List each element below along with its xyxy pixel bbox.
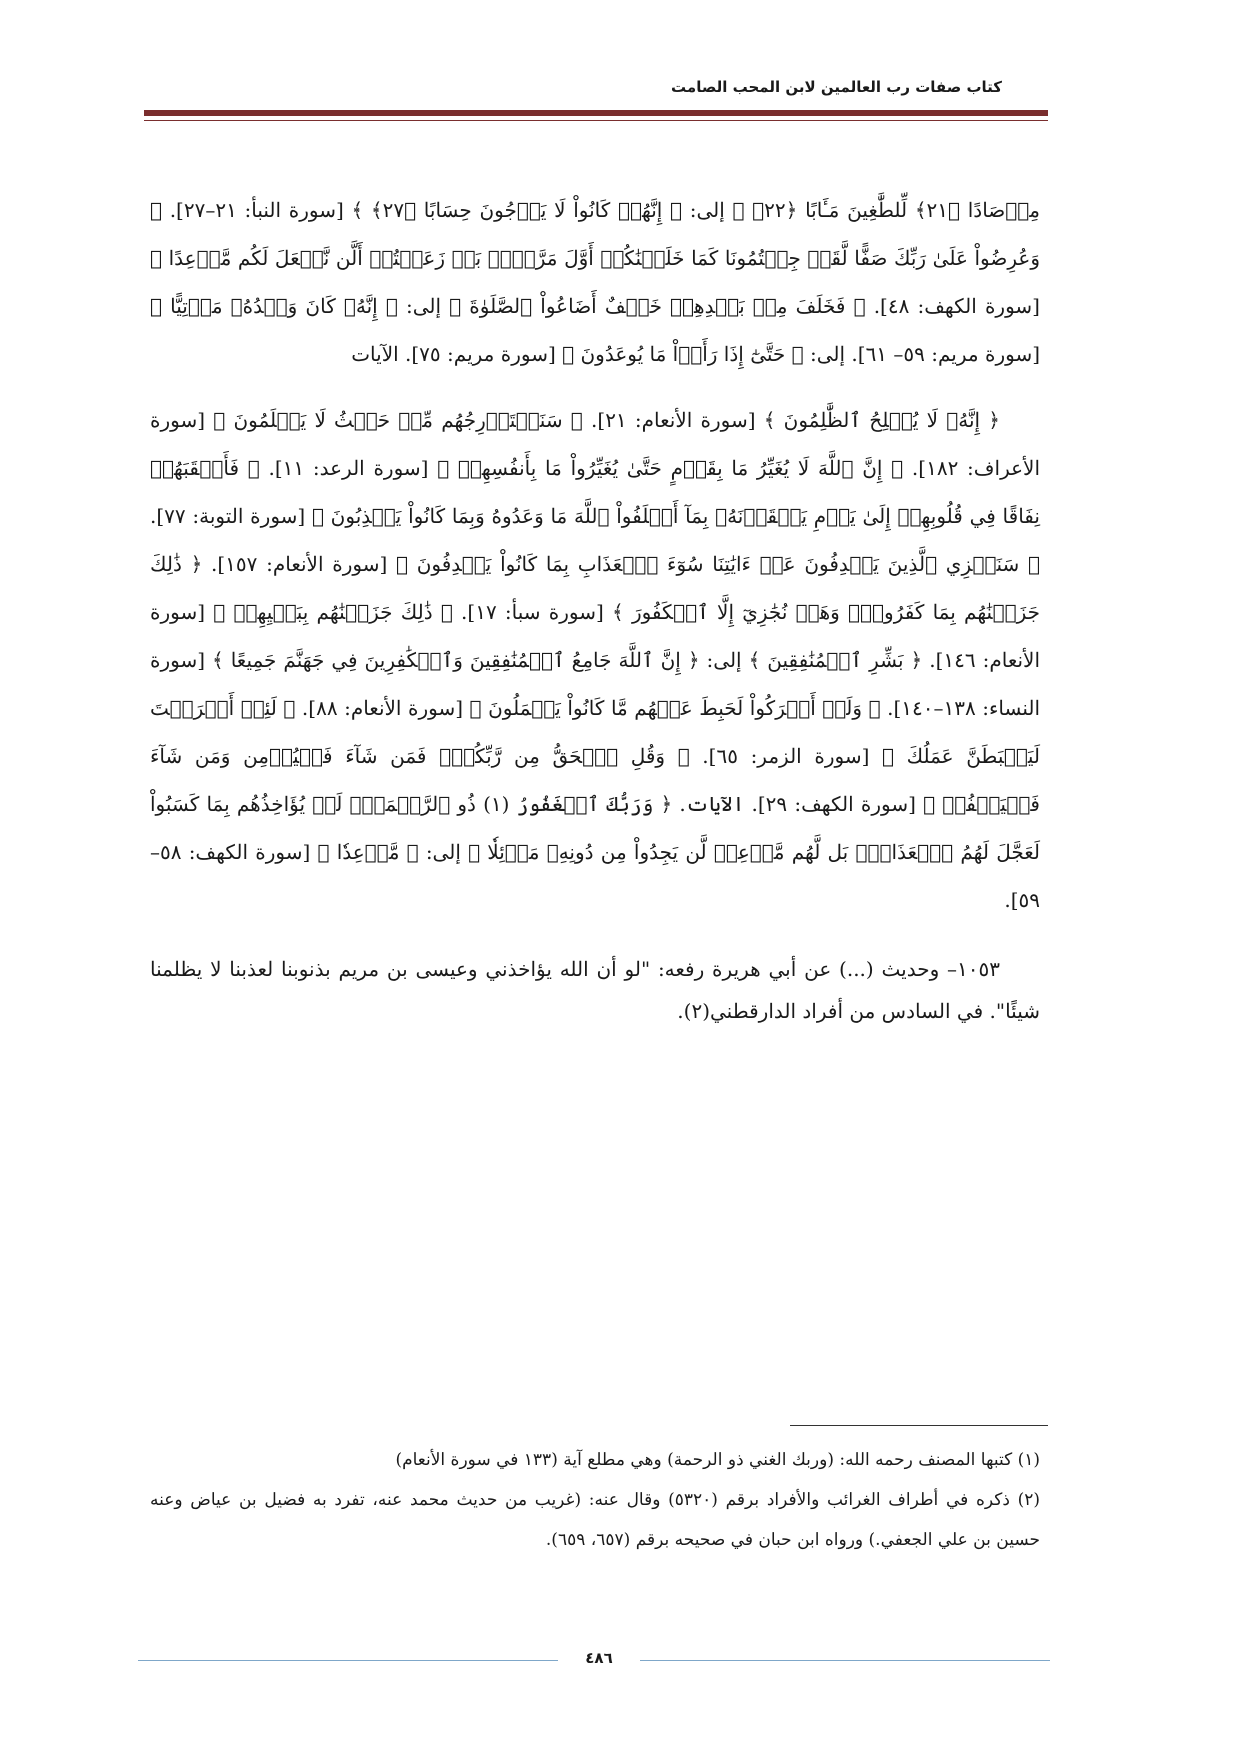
footnote-separator bbox=[790, 1425, 1048, 1426]
header-rule-thin bbox=[144, 120, 1048, 121]
footnote-1: (١) كتبها المصنف رحمه الله: (وربك الغني ذو الرحمة) وهي مطلع آية (١٣٣ في سورة الأنعام) bbox=[395, 1450, 1040, 1470]
running-header-title: كتاب صفات رب العالمين لابن المحب الصامت bbox=[671, 78, 1002, 96]
paragraph-quran-1: مِرۡصَادًا ﴿٢١﴾ لِّلطَّٰغِينَ مَـَٔابًا ﴿٢٢﴾ ﴾ إلى: ﴿ إِنَّهُمۡ كَانُواْ لَا يَرۡجُونَ حِسَابًا ﴿٢٧﴾ ﴾ [سورة النبأ: ٢١–٢٧]. ﴿ وَعُرِضُواْ عَلَىٰ رَبِّكَ صَفًّا لَّقَدۡ جِئۡتُمُونَا كَمَا خَلَقۡنَٰكُمۡ أَوَّلَ مَرَّةِۭۚ بَلۡ زَعَمۡتُمۡ أَلَّن نَّجۡعَلَ لَكُم مَّوۡعِدًا ﴾ [سورة الكهف: ٤٨]. ﴿ فَخَلَفَ مِنۢ بَعۡدِهِمۡ خَلۡفٌ أَضَاعُواْ ٱلصَّلَوٰةَ ﴾ إلى: ﴿ إِنَّهُۥ كَانَ وَعۡدُهُۥ مَأۡتِيًّا ﴾ [سورة مريم: ٥٩– ٦١]. إلى: ﴿ حَتَّىٰٓ إِذَا رَأَوۡاْ مَا يُوعَدُونَ ﴾ [سورة مريم: ٧٥]. الآيات bbox=[150, 198, 1040, 366]
page-number: ٤٨٦ bbox=[585, 1649, 613, 1667]
paragraph-hadith-1053: ١٠٥٣– وحديث (...) عن أبي هريرة رفعه: "لو أن الله يؤاخذني وعيسى بن مريم بذنوبنا لعذبنا لا يظلمنا شيئًا". في السادس من أفراد الدارقطني(٢). bbox=[150, 957, 1040, 1023]
footnote-2: (٢) ذكره في أطراف الغرائب والأفراد برقم (٥٣٢٠) وقال عنه: (غريب من حديث محمد عنه، تفرد به فضيل بن عياض وعنه حسين بن علي الجعفي.) ورواه ابن حبان في صحيحه برقم (٦٥٧، ٦٥٩). bbox=[150, 1490, 1040, 1550]
header-rule bbox=[144, 110, 1048, 116]
main-text bbox=[150, 186, 1040, 1032]
footnotes bbox=[150, 1440, 1040, 1560]
paragraph-quran-2: ﴿ إِنَّهُۥ لَا يُفۡلِحُ ٱلظَّٰلِمُونَ ﴾ [سورة الأنعام: ٢١]. ﴿ سَنَسۡتَدۡرِجُهُم مِّنۡ حَيۡثُ لَا يَعۡلَمُونَ ﴾ [سورة الأعراف: ١٨٢]. ﴿ إِنَّ ٱللَّهَ لَا يُغَيِّرُ مَا بِقَوۡمٍ حَتَّىٰ يُغَيِّرُواْ مَا بِأَنفُسِهِمۡ ﴾ [سورة الرعد: ١١]. ﴿ فَأَعۡقَبَهُمۡ نِفَاقًا فِي قُلُوبِهِمۡ إِلَىٰ يَوۡمِ يَلۡقَوۡنَهُۥ بِمَآ أَخۡلَفُواْ ٱللَّهَ مَا وَعَدُوهُ وَبِمَا كَانُواْ يَكۡذِبُونَ ﴾ [سورة التوبة: ٧٧]. ﴿ سَنَجۡزِي ٱلَّذِينَ يَصۡدِفُونَ عَنۡ ءَايَٰتِنَا سُوٓءَ ٱلۡعَذَابِ بِمَا كَانُواْ يَصۡدِفُونَ ﴾ [سورة الأنعام: ١٥٧]. ﴿ ذَٰلِكَ جَزَيۡنَٰهُم بِمَا كَفَرُواْۖ وَهَلۡ نُجَٰزِيٓ إِلَّا ٱلۡكَفُورَ ﴾ [سورة سبأ: ١٧]. ﴿ ذَٰلِكَ جَزَيۡنَٰهُم بِبَغۡيِهِمۡ ﴾ [سورة الأنعام: ١٤٦]. ﴿ بَشِّرِ ٱلۡمُنَٰفِقِينَ ﴾ إلى: ﴿ إِنَّ ٱللَّهَ جَامِعُ ٱلۡمُنَٰفِقِينَ وَٱلۡكَٰفِرِينَ فِي جَهَنَّمَ جَمِيعًا ﴾ [سورة النساء: ١٣٨–١٤٠]. ﴿ وَلَوۡ أَشۡرَكُواْ لَحَبِطَ عَنۡهُم مَّا كَانُواْ يَعۡمَلُونَ ﴾ [سورة الأنعام: ٨٨]. ﴿ لَئِنۡ أَشۡرَكۡتَ لَيَحۡبَطَنَّ عَمَلُكَ ﴾ [سورة الزمر: ٦٥]. ﴿ وَقُلِ ٱلۡحَقُّ مِن رَّبِّكُمۡۖ فَمَن شَآءَ فَلۡيُؤۡمِن وَمَن شَآءَ فَلۡيَكۡفُرۡ ﴾ [سورة الكهف: ٢٩]. الآيات. ﴿ وَرَبُّكَ ٱلۡغَفُورُ (١) ذُو ٱلرَّحۡمَةِۖ لَوۡ يُؤَاخِذُهُم بِمَا كَسَبُواْ لَعَجَّلَ لَهُمُ ٱلۡعَذَابَۚ بَل لَّهُم مَّوۡعِدٞ لَّن يَجِدُواْ مِن دُونِهِۦ مَوۡئِلٗا ﴾ إلى: ﴿ مَّوۡعِدٗا ﴾ [سورة الكهف: ٥٨– ٥٩]. bbox=[150, 408, 1041, 912]
